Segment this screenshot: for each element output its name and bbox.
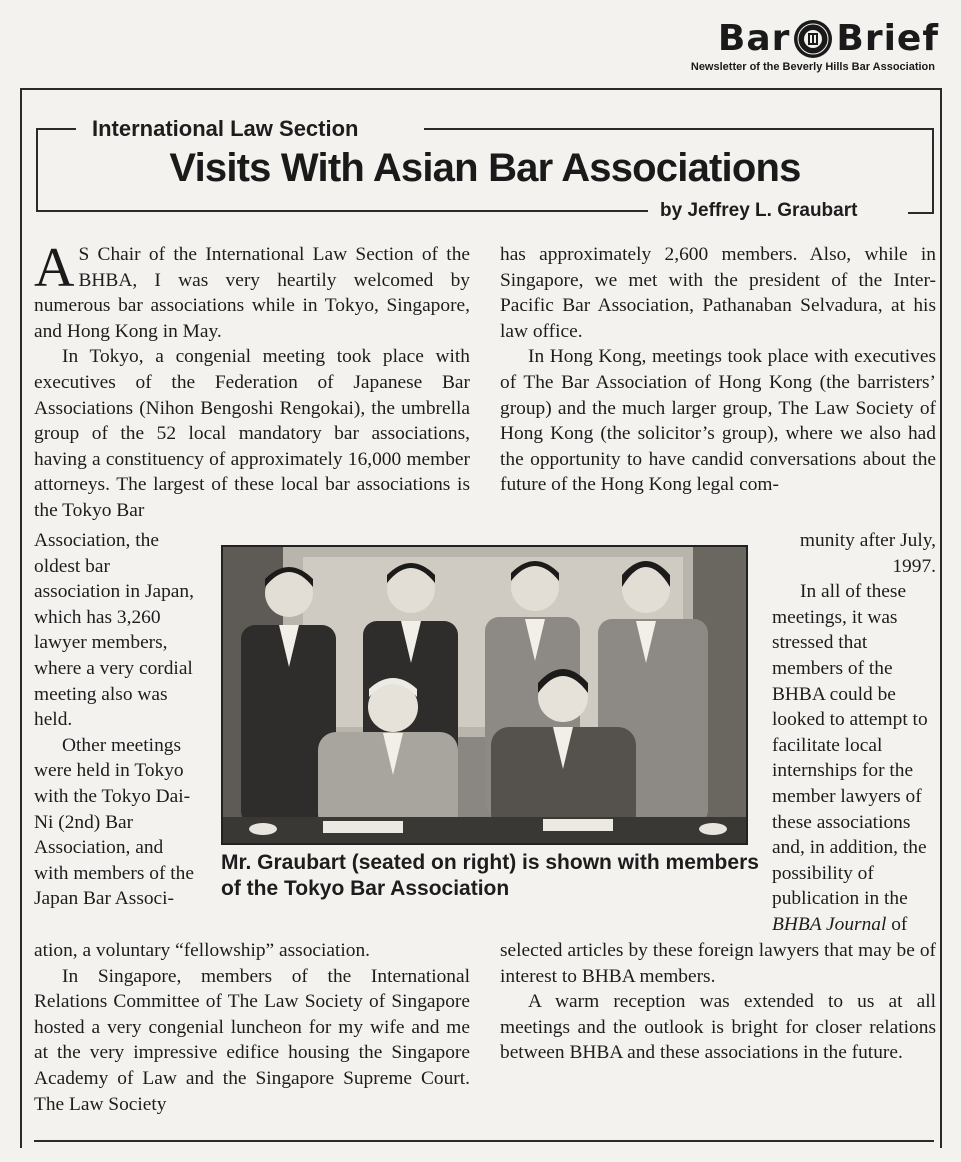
title-box-top-left-rule xyxy=(36,128,76,130)
left-column-top xyxy=(34,237,470,524)
logo xyxy=(649,18,939,60)
paragraph-singapore: In Singapore, members of the International Relations Committee of The Law Society of Singapore hosted a very congenial luncheon for my wife and me at the very impressive edifice housing the Singapore Academy of Law and the Singapore Supreme Court. The Law Society xyxy=(34,965,470,1115)
left-column-bottom xyxy=(34,938,470,1117)
paragraph-other-meetings: Other meetings were held in Tokyo with the Tokyo Dai-Ni (2nd) Bar Association, and with members of the Japan Bar Associ- xyxy=(34,734,194,910)
paragraph-intro: A S Chair of the International Law Section of the BHBA, I was very heartily welcomed by numerous bar associations while in Tokyo, Singapore, and Hong Kong in May. xyxy=(34,237,470,342)
paragraph-all-meetings: In all of these meetings, it was stressed that members of the BHBA could be looked to attempt to facilitate local internships for the member lawyers of these associations and, in addition, the possibility of publication in the BHBA Journal of xyxy=(772,581,928,935)
paragraph-singapore-continued: has approximately 2,600 members. Also, while in Singapore, we met with the president of the Inter-Pacific Bar Association, Pathanaban Selvadura, at his law office. xyxy=(500,244,936,342)
masthead xyxy=(649,18,939,73)
right-column-narrow xyxy=(772,528,936,938)
paragraph-reception: A warm reception was extended to us at all meetings and the outlook is bright for closer relations between BHBA and these associations in the future. xyxy=(500,991,936,1064)
section-label: International Law Section xyxy=(92,116,359,141)
title-box-top-right-rule xyxy=(424,128,934,130)
title-box-bottom-rule xyxy=(36,210,648,212)
group-photo xyxy=(221,545,748,845)
right-column-bottom xyxy=(500,938,936,1066)
right-column-top xyxy=(500,242,936,498)
paragraph-fellowship: ation, a voluntary “fellowship” association. xyxy=(34,940,371,961)
paragraph-tokyo: In Tokyo, a congenial meeting took place with executives of the Federation of Japanese Bar Associations (Nihon Bengoshi Rengokai), the umbrella group of the 52 local mandatory bar associations, having a constituency of approximately 16,000 member attorneys. The largest of these local bar associations is the Tokyo Bar xyxy=(34,346,470,521)
photo-caption: Mr. Graubart (seated on right) is shown with members of the Tokyo Bar Association xyxy=(221,851,759,900)
left-column-narrow xyxy=(34,528,194,912)
bhba-seal-icon xyxy=(792,18,834,60)
paragraph-tokyo-continued: Association, the oldest bar association in Japan, which has 3,260 lawyer members, where a very cordial meeting also was held. xyxy=(34,530,194,731)
article-byline: by Jeffrey L. Graubart xyxy=(660,200,858,221)
drop-cap: A xyxy=(34,237,75,299)
title-box-bottom-right-rule xyxy=(908,212,934,214)
masthead-tagline: Newsletter of the Beverly Hills Bar Association xyxy=(690,61,935,73)
article-headline: Visits With Asian Bar Associations xyxy=(169,146,801,190)
paragraph-hong-kong: In Hong Kong, meetings took place with executives of The Bar Association of Hong Kong (the barristers’ group) and the much larger group, The Law Society of Hong Kong (the solicitor’s group), where we also had the opportunity to have candid conversations about the future of the Hong Kong legal com- xyxy=(500,346,936,496)
paragraph-community: munity after July, 1997. xyxy=(799,530,936,577)
journal-title: BHBA Journal xyxy=(772,913,887,935)
logo-word-bar: Bar xyxy=(717,18,791,59)
paragraph-selected-articles: selected articles by these foreign lawyers that may be of interest to BHBA members. xyxy=(500,940,936,987)
group-photo-image xyxy=(223,547,746,843)
logo-word-brief: Brief xyxy=(836,18,939,59)
bottom-rule xyxy=(34,1140,934,1142)
